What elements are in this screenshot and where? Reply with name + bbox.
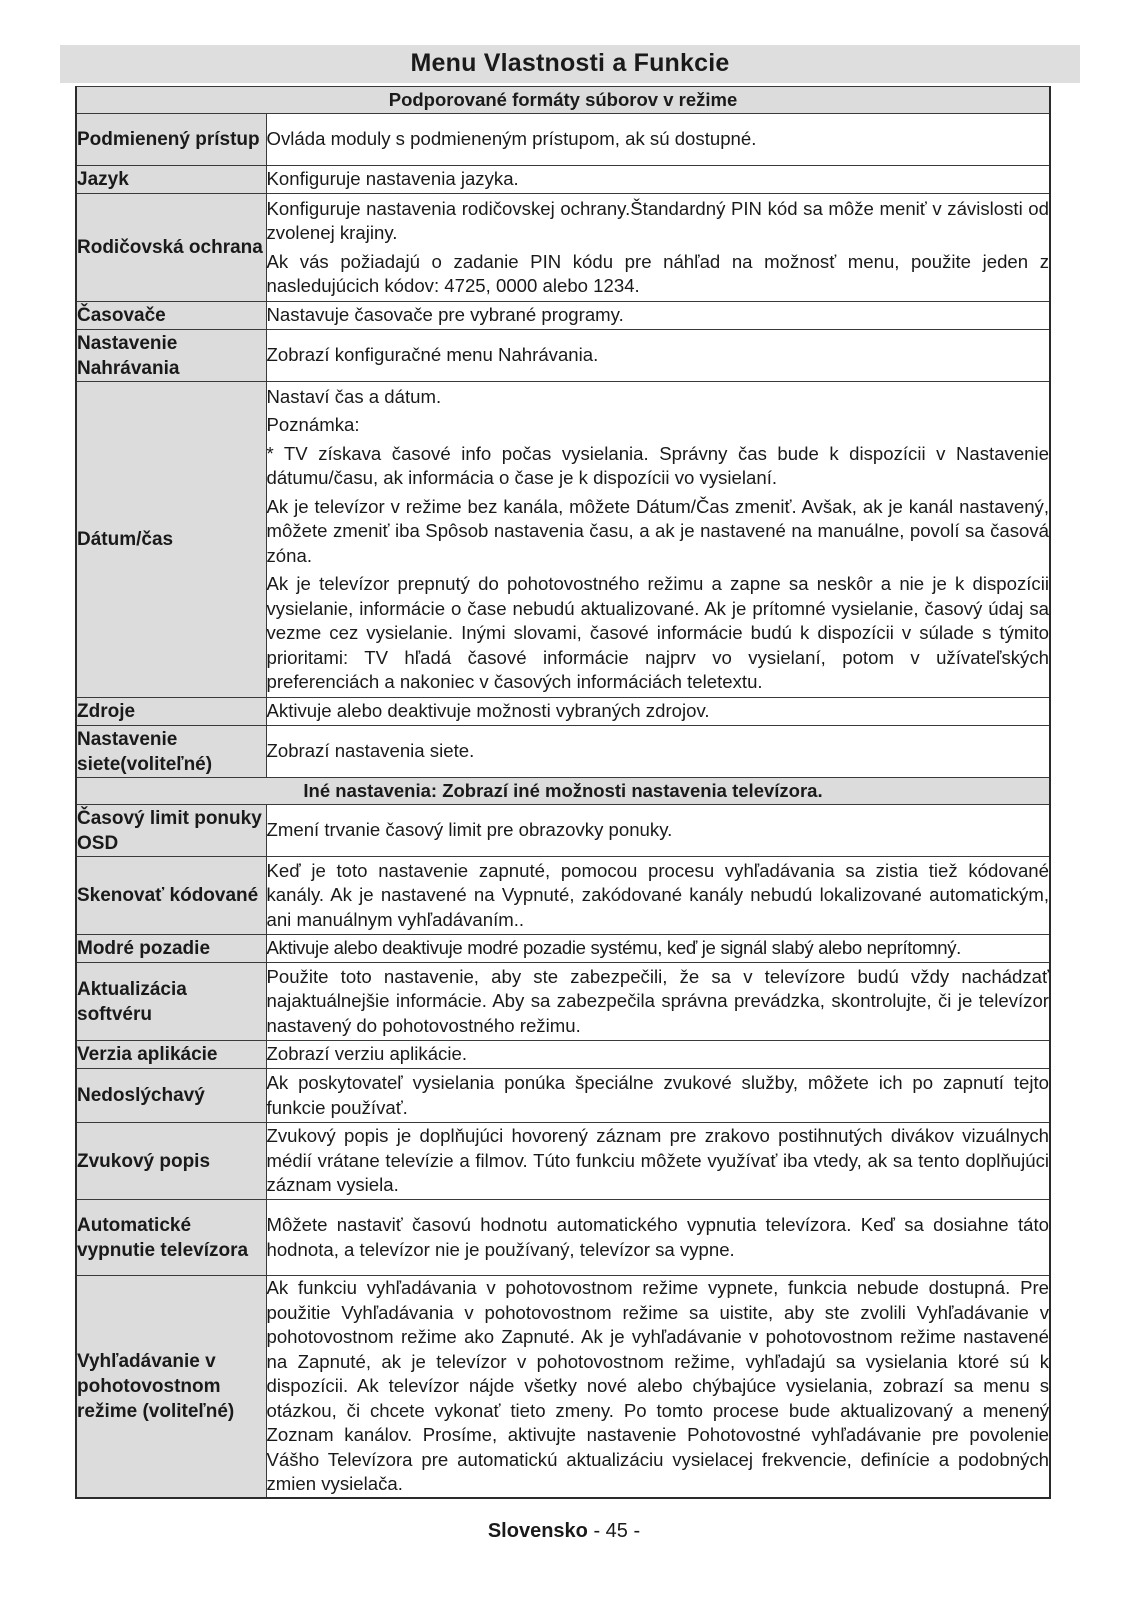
row-label: Časový limit ponuky OSD bbox=[76, 805, 266, 857]
table-row bbox=[76, 698, 1050, 726]
section-header-row bbox=[76, 87, 1050, 114]
row-description: Konfiguruje nastavenia jazyka. bbox=[266, 166, 1050, 194]
row-description: Keď je toto nastavenie zapnuté, pomocou procesu vyhľadávania sa zistia tiež kódované kanály. Ak je nastavené na Vypnuté, zakódované kanály nebudú lokalizované automatickým, ani manuálnym vyhľadávaním.. bbox=[266, 857, 1050, 935]
row-label: Verzia aplikácie bbox=[76, 1041, 266, 1069]
row-label: Skenovať kódované bbox=[76, 857, 266, 935]
row-description: Aktivuje alebo deaktivuje možnosti vybraných zdrojov. bbox=[266, 698, 1050, 726]
title-bar bbox=[60, 45, 1080, 83]
row-label: Automatické vypnutie televízora bbox=[76, 1200, 266, 1276]
row-description: Zobrazí nastavenia siete. bbox=[266, 726, 1050, 778]
row-description: Nastaví čas a dátum. Poznámka: * TV získava časové info počas vysielania. Správny čas bude k dispozícii v Nastavenie dátumu/času, ak informácia o čase je k dispozícii vo vysielaní. Ak je televízor v režime bez kanála, môžete Dátum/Čas zmeniť. Avšak, ak je kanál nastavený, môžete zmeniť iba Spôsob nastavenia času, a ak je nastavené na manuálne, povolí sa časová zóna. Ak je televízor prepnutý do pohotovostného režimu a zapne sa neskôr a nie je k dispozícii vysielanie, informácie o čase nebudú aktualizované. Ak je prítomné vysielanie, časový údaj sa vezme cez vysielanie. Inými slovami, časové informácie budú k dispozícii v súlade s týmito prioritami: TV hľadá časové informácie najprv vo vysielaní, potom v užívateľských preferenciách a nakoniec v časových informáciách teletextu. bbox=[266, 382, 1050, 698]
row-description: Ovláda moduly s podmieneným prístupom, ak sú dostupné. bbox=[266, 114, 1050, 166]
row-description: Zobrazí verziu aplikácie. bbox=[266, 1041, 1050, 1069]
row-description: Konfiguruje nastavenia rodičovskej ochrany.Štandardný PIN kód sa môže meniť v závislosti od zvolenej krajiny. Ak vás požiadajú o zadanie PIN kódu pre náhľad na možnosť menu, použite jeden z nasledujúcich kódov: 4725, 0000 alebo 1234. bbox=[266, 194, 1050, 302]
row-label: Aktualizácia softvéru bbox=[76, 963, 266, 1041]
row-label: Modré pozadie bbox=[76, 935, 266, 963]
row-description: Zobrazí konfiguračné menu Nahrávania. bbox=[266, 330, 1050, 382]
row-label: Zvukový popis bbox=[76, 1123, 266, 1200]
row-label: Nedoslýchavý bbox=[76, 1069, 266, 1123]
section-header: Iné nastavenia: Zobrazí iné možnosti nastavenia televízora. bbox=[76, 778, 1050, 805]
row-label: Časovače bbox=[76, 302, 266, 330]
table-row bbox=[76, 382, 1050, 698]
features-table-body bbox=[76, 87, 1050, 1498]
footer-page-number: - 45 - bbox=[593, 1520, 641, 1542]
table-row bbox=[76, 726, 1050, 778]
table-row bbox=[76, 330, 1050, 382]
row-description: Zmení trvanie časový limit pre obrazovky ponuky. bbox=[266, 805, 1050, 857]
row-description: Môžete nastaviť časovú hodnotu automatického vypnutia televízora. Keď sa dosiahne táto hodnota, a televízor nie je používaný, televízor sa vypne. bbox=[266, 1200, 1050, 1276]
row-description: Ak funkciu vyhľadávania v pohotovostnom režime vypnete, funkcia nebude dostupná. Pre použitie Vyhľadávania v pohotovostnom režime sa uistite, aby ste zvolili Vyhľadávanie v pohotovostnom režime ako Zapnuté. Ak je vyhľadávanie v pohotovostnom režime nastavené na Zapnuté, ak je televízor v pohotovostnom režime, vyhľadajú sa vysielania ktoré sú k dispozícii. Ak televízor nájde všetky nové alebo chýbajúce vysielania, zobrazí sa menu s otázkou, či chcete vykonať tieto zmeny. Po tomto procese bude aktualizovaný a menený Zoznam kanálov. Prosíme, aktivujte nastavenie Pohotovostné vyhľadávanie pre povolenie Vášho Televízora pre automatickú aktualizáciu vysielacej frekvencie, definície a podobných zmien vysielača. bbox=[266, 1276, 1050, 1498]
row-description: Nastavuje časovače pre vybrané programy. bbox=[266, 302, 1050, 330]
row-description: Použite toto nastavenie, aby ste zabezpečili, že sa v televízore budú vždy nachádzať najaktuálnejšie informácie. Aby sa zabezpečila správna prevádzka, skontrolujte, či je televízor nastavený do pohotovostného režimu. bbox=[266, 963, 1050, 1041]
table-row bbox=[76, 1069, 1050, 1123]
row-label: Zdroje bbox=[76, 698, 266, 726]
row-description: Zvukový popis je doplňujúci hovorený záznam pre zrakovo postihnutých divákov vizuálnych médií vrátane televízie a filmov. Túto funkciu môžete využívať iba vtedy, ak sa tento doplňujúci záznam vysiela. bbox=[266, 1123, 1050, 1200]
table-row bbox=[76, 935, 1050, 963]
row-label: Nastavenie Nahrávania bbox=[76, 330, 266, 382]
row-description: Ak poskytovateľ vysielania ponúka špeciálne zvukové služby, môžete ich po zapnutí tejto funkcie používať. bbox=[266, 1069, 1050, 1123]
page-footer bbox=[0, 1520, 1128, 1543]
section-header: Podporované formáty súborov v režime bbox=[76, 87, 1050, 114]
features-table bbox=[75, 86, 1051, 1499]
row-label: Nastavenie siete(voliteľné) bbox=[76, 726, 266, 778]
row-label: Jazyk bbox=[76, 166, 266, 194]
page-title: Menu Vlastnosti a Funkcie bbox=[410, 49, 730, 77]
table-row bbox=[76, 302, 1050, 330]
row-description: Aktivuje alebo deaktivuje modré pozadie systému, keď je signál slabý alebo neprítomný. bbox=[266, 935, 1050, 963]
table-row bbox=[76, 114, 1050, 166]
table-row bbox=[76, 857, 1050, 935]
table-row bbox=[76, 1200, 1050, 1276]
row-label: Vyhľadávanie v pohotovostnom režime (voliteľné) bbox=[76, 1276, 266, 1498]
row-label: Dátum/čas bbox=[76, 382, 266, 698]
table-row bbox=[76, 963, 1050, 1041]
table-row bbox=[76, 1041, 1050, 1069]
row-label: Rodičovská ochrana bbox=[76, 194, 266, 302]
section-header-row bbox=[76, 778, 1050, 805]
table-row bbox=[76, 166, 1050, 194]
table-row bbox=[76, 805, 1050, 857]
footer-language: Slovensko bbox=[487, 1520, 588, 1542]
table-row bbox=[76, 1276, 1050, 1498]
row-label: Podmienený prístup bbox=[76, 114, 266, 166]
table-row bbox=[76, 194, 1050, 302]
table-row bbox=[76, 1123, 1050, 1200]
